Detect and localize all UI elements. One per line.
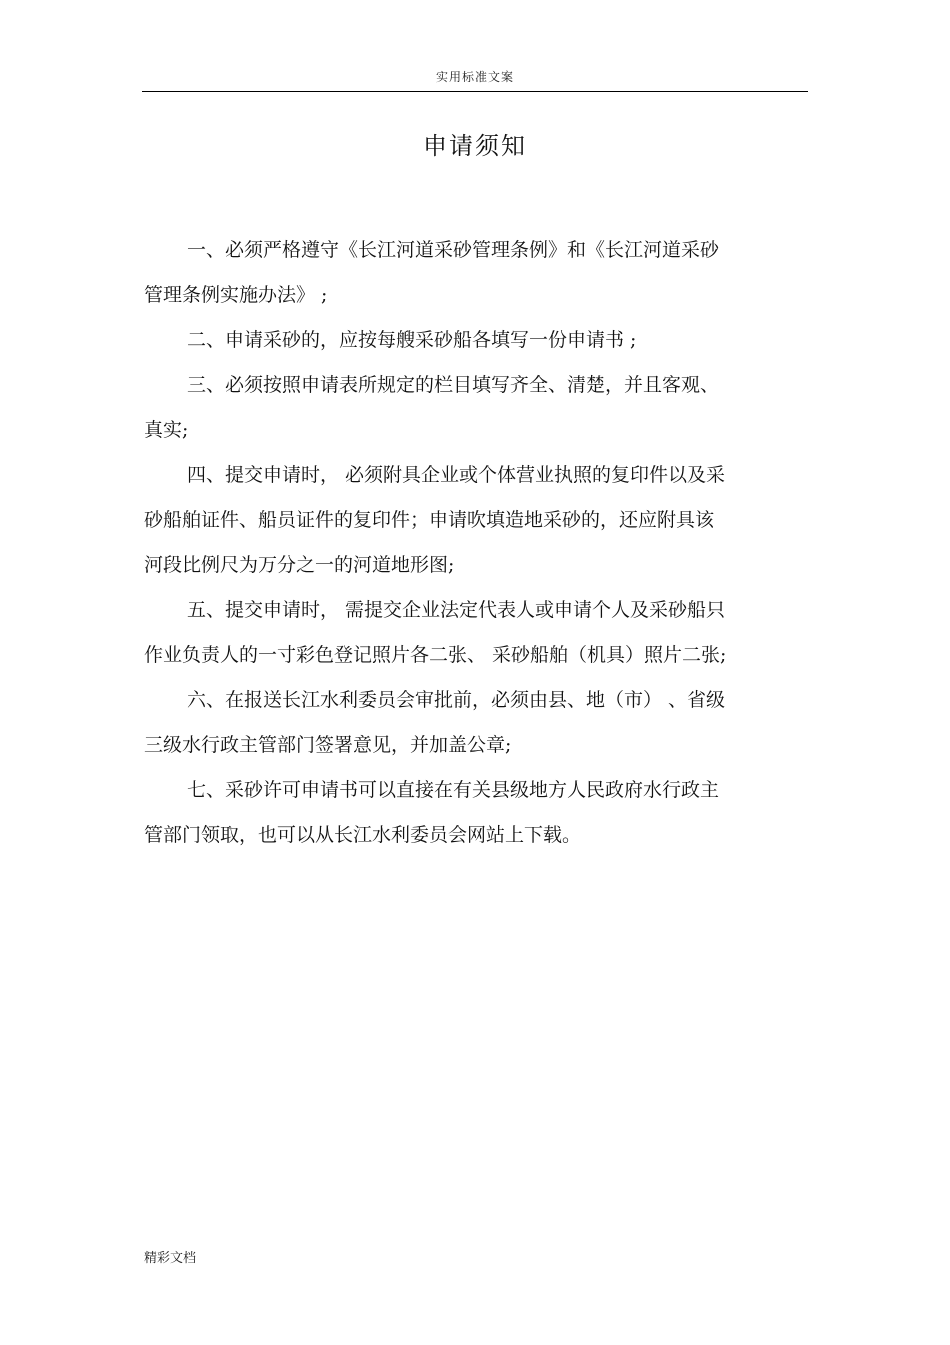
item-6-line-1: 六、在报送长江水利委员会审批前，必须由县、地（市） 、省级	[187, 689, 726, 711]
page-header: 实用标准文案	[435, 70, 514, 84]
item-5-line-1: 五、提交申请时， 需提交企业法定代表人或申请个人及采砂船只	[187, 599, 726, 621]
item-7-line-1: 七、采砂许可申请书可以直接在有关县级地方人民政府水行政主	[187, 779, 720, 801]
notice-body	[144, 228, 808, 858]
item-2-line-1: 二、申请采砂的，应按每艘采砂船各填写一份申请书 ;	[187, 329, 637, 351]
page-footer: 精彩文档	[144, 1251, 197, 1266]
item-3-line-1: 三、必须按照申请表所规定的栏目填写齐全、清楚，并且客观、	[187, 374, 720, 396]
item-4-line-2: 砂船舶证件、船员证件的复印件；申请吹填造地采砂的，还应附具该	[144, 509, 715, 531]
item-3-line-2: 真实;	[144, 419, 189, 441]
item-1-line-2: 管理条例实施办法》 ;	[144, 284, 328, 306]
item-1-line-1: 一、必须严格遵守《长江河道采砂管理条例》和《长江河道采砂	[187, 239, 720, 261]
item-7-line-2: 管部门领取，也可以从长江水利委员会网站上下载。	[144, 824, 582, 846]
item-4-line-3: 河段比例尺为万分之一的河道地形图;	[144, 554, 455, 576]
header-divider	[142, 91, 808, 92]
item-6-line-2: 三级水行政主管部门签署意见，并加盖公章;	[144, 734, 512, 756]
item-4-line-1: 四、提交申请时， 必须附具企业或个体营业执照的复印件以及采	[187, 464, 726, 486]
document-title: 申请须知	[423, 132, 527, 160]
item-5-line-2: 作业负责人的一寸彩色登记照片各二张、 采砂船舶（机具）照片二张;	[144, 644, 727, 666]
